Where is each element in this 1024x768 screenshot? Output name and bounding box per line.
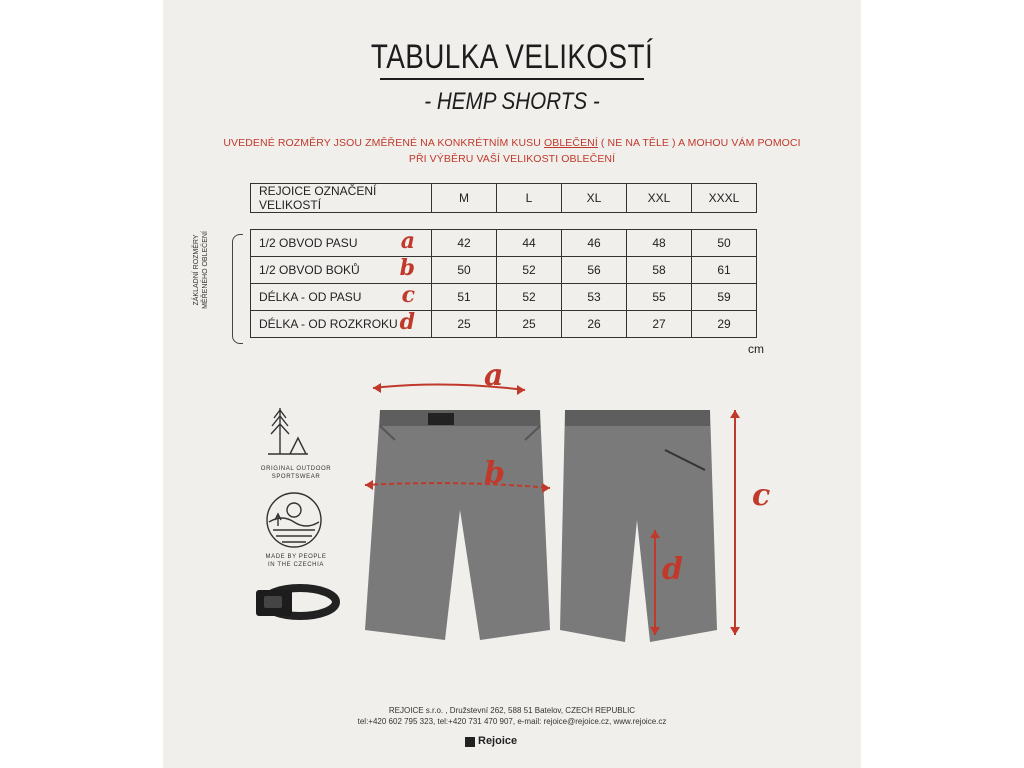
table-row [251,311,757,338]
table-cell: 61 [692,257,757,284]
table-cell: 48 [627,230,692,257]
table-cell: 42 [432,230,497,257]
size-col-xl: XL [562,184,627,213]
row-label: DÉLKA - OD ROZKROKU [259,317,398,331]
table-cell: 26 [562,311,627,338]
row-label: DÉLKA - OD PASU [259,290,362,304]
size-col-xxl: XXL [627,184,692,213]
size-header-table [250,183,757,213]
table-cell: 25 [497,311,562,338]
footer-address: REJOICE s.r.o. , Družstevní 262, 588 51 Batelov, CZECH REPUBLIC [388,706,636,715]
table-cell: 56 [562,257,627,284]
dim-b-label: b [484,456,505,491]
table-cell: 50 [692,230,757,257]
row-letter: c [401,282,415,308]
belt-icon [250,582,340,626]
brand-name: Rejoice [478,735,518,747]
outdoor-sportswear-label: ORIGINAL OUTDOOR SPORTSWEAR [260,466,332,480]
back-shorts [560,410,717,642]
shorts-diagram [355,360,785,660]
made-in-czechia-label: MADE BY PEOPLE IN THE CZECHIA [265,554,327,568]
dim-c-label: c [752,478,771,513]
row-group-brace [232,234,243,344]
size-col-xxxl: XXXL [692,184,757,213]
czech-landscape-icon [264,490,324,550]
tree-tent-icon [266,404,310,458]
table-cell: 58 [627,257,692,284]
row-label: 1/2 OBVOD PASU [259,236,358,250]
table-row [251,284,757,311]
table-cell: 50 [432,257,497,284]
row-letter: a [400,228,415,254]
side-label: ZÁKLADNÍ ROZMĚRY MĚŘENÉHO OBLEČENÍ [193,231,209,309]
table-row [251,230,757,257]
size-header-label: REJOICE OZNAČENÍ VELIKOSTÍ [251,184,432,213]
table-cell: 46 [562,230,627,257]
table-cell: 29 [692,311,757,338]
title-underline [380,78,644,80]
table-cell: 59 [692,284,757,311]
footer-contacts: tel:+420 602 795 323, tel:+420 731 470 907, e-mail: rejoice@rejoice.cz, www.rejoice.cz [357,717,667,726]
table-cell: 51 [432,284,497,311]
size-col-m: M [432,184,497,213]
page-title: TABULKA VELIKOSTÍ [370,38,654,76]
row-letter: d [399,309,415,335]
table-cell: 25 [432,311,497,338]
front-shorts [365,410,550,640]
row-label: 1/2 OBVOD BOKŮ [259,263,360,277]
size-col-l: L [497,184,562,213]
brand-logo-icon [465,737,475,747]
page-subtitle: - HEMP SHORTS - [424,88,600,115]
measurement-note-line2: PŘI VÝBĚRU VAŠÍ VELIKOSTI OBLEČENÍ [408,153,616,165]
measurement-table [250,229,757,338]
table-cell: 52 [497,257,562,284]
table-cell: 52 [497,284,562,311]
table-cell: 55 [627,284,692,311]
unit-label: cm [748,342,764,356]
dim-a-label: a [484,358,504,393]
table-row [251,257,757,284]
table-cell: 44 [497,230,562,257]
table-cell: 27 [627,311,692,338]
dim-d-label: d [662,552,683,587]
table-cell: 53 [562,284,627,311]
measurement-note-line1: UVEDENÉ ROZMĚRY JSOU ZMĚŘENÉ NA KONKRÉTNÍM KUSU OBLEČENÍ ( NE NA TĚLE ) A MOHOU VÁM POMOCI [223,137,801,149]
row-letter: b [399,255,415,281]
